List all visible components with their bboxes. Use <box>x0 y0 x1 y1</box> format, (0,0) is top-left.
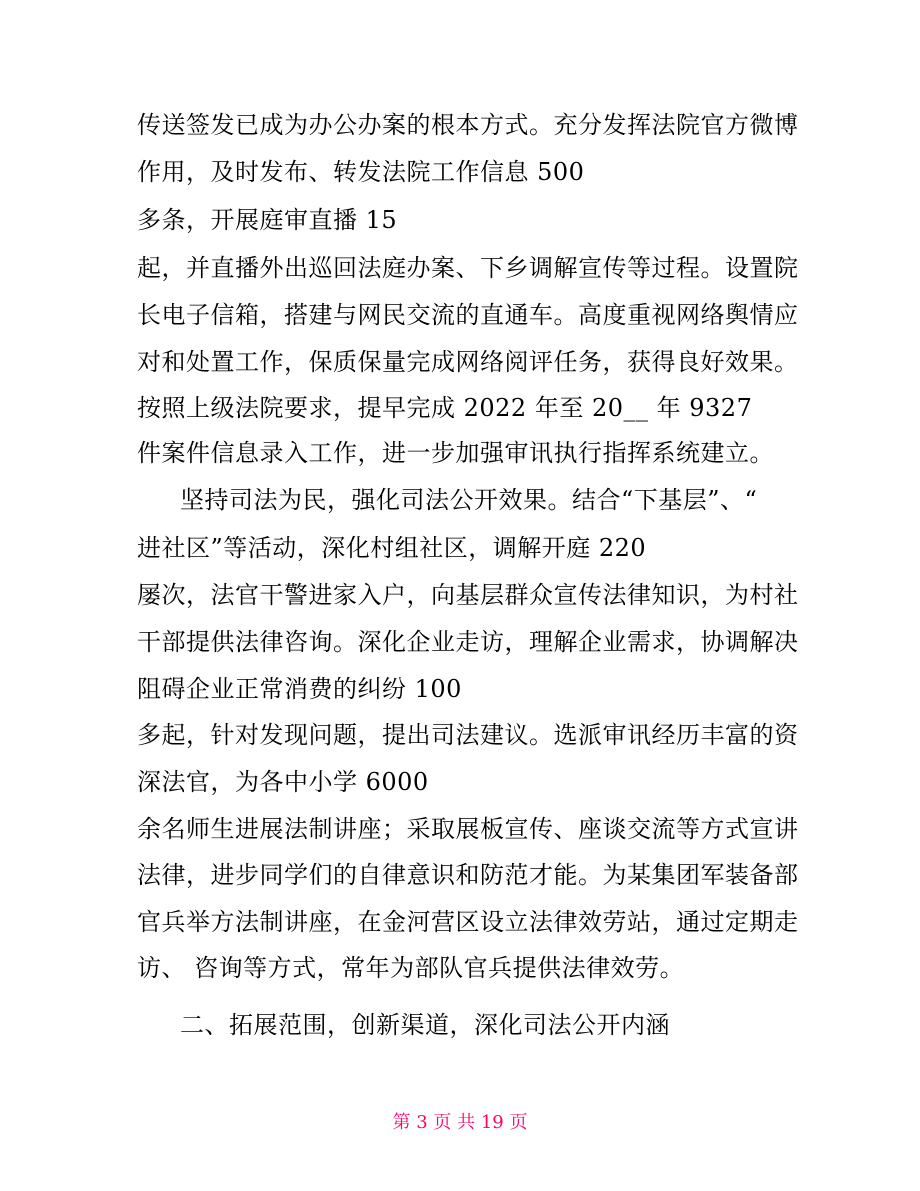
body-line: 多条，开展庭审直播 15 <box>137 206 398 234</box>
body-line: 长电子信箱，搭建与网民交流的直通车。高度重视网络舆情应 <box>137 301 799 329</box>
body-line: 多起，针对发现问题，提出司法建议。选派审讯经历丰富的资 <box>137 721 799 749</box>
body-line: 起，并直播外出巡回法庭办案、下乡调解宣传等过程。设置院 <box>137 254 799 282</box>
body-line: 干部提供法律咨询。深化企业走访，理解企业需求，协调解决 <box>137 628 799 656</box>
body-line: 访、 咨询等方式，常年为部队官兵提供法律效劳。 <box>137 954 685 982</box>
paragraph-first-line: 坚持司法为民，强化司法公开效果。结合“下基层”、“ <box>180 486 758 514</box>
body-line: 阻碍企业正常消费的纠纷 100 <box>137 675 462 703</box>
body-line: 法律，进步同学们的自律意识和防范才能。为某集团军装备部 <box>137 861 799 889</box>
body-line: 官兵举方法制讲座，在金河营区设立法律效劳站，通过定期走 <box>137 908 799 936</box>
section-heading: 二、拓展范围，创新渠道，深化司法公开内涵 <box>180 1011 670 1039</box>
body-line: 深法官，为各中小学 6000 <box>137 768 429 796</box>
body-line: 作用，及时发布、转发法院工作信息 500 <box>137 158 585 186</box>
body-line: 余名师生进展法制讲座；采取展板宣传、座谈交流等方式宣讲 <box>137 815 799 843</box>
body-line: 传送签发已成为办公办案的根本方式。充分发挥法院官方微博 <box>137 111 799 139</box>
body-line: 进社区”等活动，深化村组社区，调解开庭 220 <box>137 534 647 562</box>
body-line: 对和处置工作，保质保量完成网络阅评任务，获得良好效果。 <box>137 348 799 376</box>
body-line: 屡次，法官干警进家入户，向基层群众宣传法律知识，为村社 <box>137 581 799 609</box>
body-line: 件案件信息录入工作，进一步加强审讯执行指挥系统建立。 <box>137 439 774 467</box>
page-number-footer: 第 3 页 共 19 页 <box>392 1112 528 1133</box>
body-line: 按照上级法院要求，提早完成 2022 年至 20__ 年 9327 <box>137 394 753 422</box>
